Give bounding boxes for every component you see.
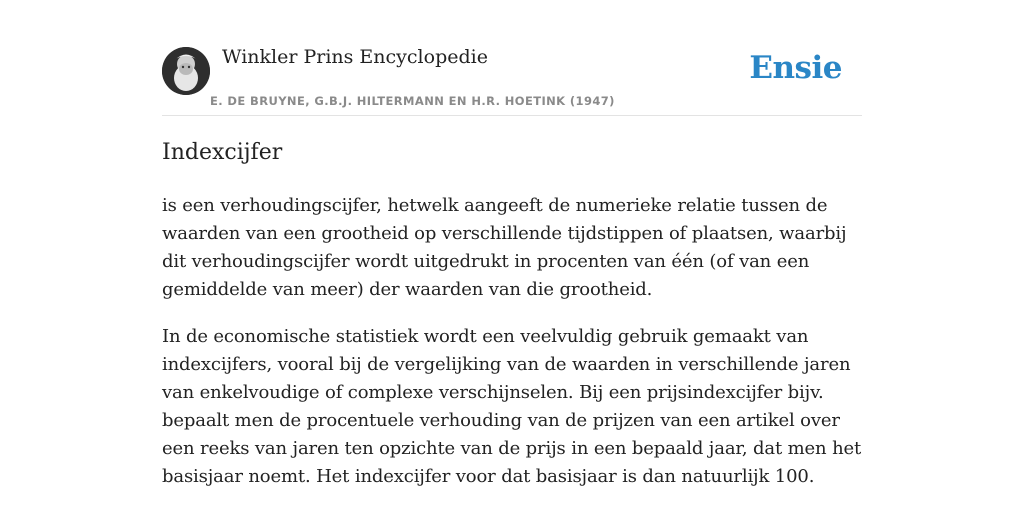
page xyxy=(162,0,862,512)
source-title[interactable]: Winkler Prins Encyclopedie xyxy=(222,46,488,68)
entry-body xyxy=(162,192,862,510)
entry-title: Indexcijfer xyxy=(162,140,283,165)
ensie-logo[interactable]: Ensie xyxy=(749,50,842,86)
entry-paragraph: is een verhoudingscijfer, hetwelk aangeeft de numerieke relatie tussen de waarden van een grootheid op verschillende tijdstippen of plaatsen, waarbij dit verhoudingscijfer wordt uitgedrukt in procenten van één (of van een gemiddelde van meer) der waarden van die grootheid. xyxy=(162,195,847,300)
source-authors: E. DE BRUYNE, G.B.J. HILTERMANN EN H.R. HOETINK (1947) xyxy=(210,94,615,108)
author-avatar-icon[interactable] xyxy=(162,47,210,95)
source-header xyxy=(162,0,862,116)
entry-paragraph: In de economische statistiek wordt een veelvuldig gebruik gemaakt van indexcijfers, vooral bij de vergelijking van de waarden in verschillende jaren van enkelvoudige of complexe verschijnselen. Bij een prijsindexcijfer bijv. bepaalt men de procentuele verhouding van de prijzen van een artikel over een reeks van jaren ten opzichte van de prijs in een bepaald jaar, dat men het basisjaar noemt. Het indexcijfer voor dat basisjaar is dan natuurlijk 100. xyxy=(162,326,862,487)
